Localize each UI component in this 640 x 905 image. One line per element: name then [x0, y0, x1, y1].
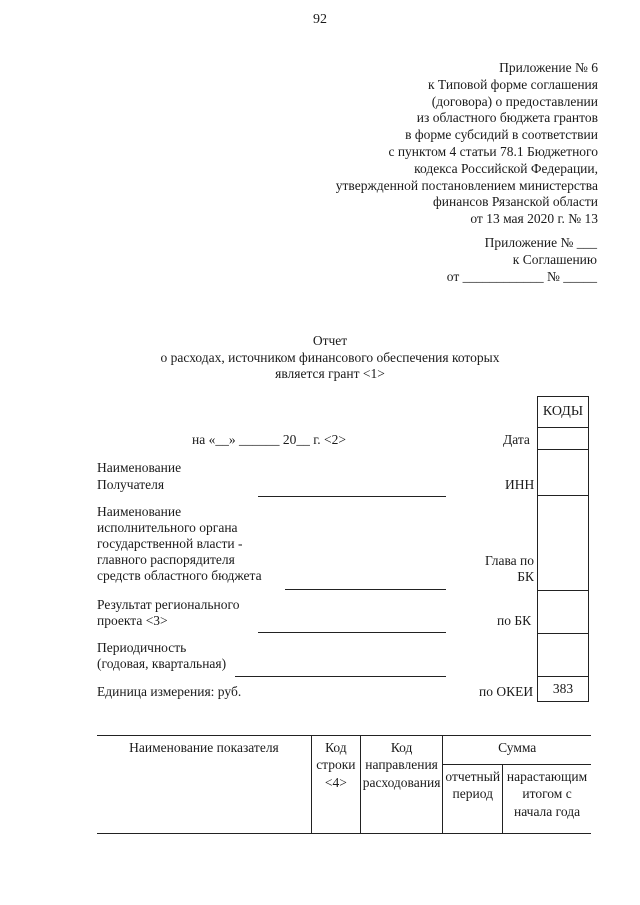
indicators-table: [97, 735, 591, 834]
agreement-line: от ____________ № _____: [446, 268, 597, 284]
inn-code-cell[interactable]: [537, 449, 589, 496]
agreement-line: Приложение № ___: [484, 235, 597, 250]
appendix-line: утвержденной постановлением министерства: [335, 177, 598, 193]
col-direction-code-header: Код направления расходования: [360, 736, 443, 834]
col-indicator-header: Наименование показателя: [97, 736, 311, 834]
agreement-header: [337, 235, 597, 285]
report-title: [130, 333, 530, 383]
executive-label: главного распорядителя: [97, 552, 235, 567]
appendix-line: из областного бюджета грантов: [416, 110, 598, 126]
report-title-line: о расходах, источником финансового обеспечения которых: [160, 349, 500, 365]
agreement-line: к Соглашению: [512, 251, 597, 267]
appendix-line: Приложение № 6: [499, 60, 598, 75]
report-title-line: является грант <1>: [275, 366, 385, 382]
executive-underline: [285, 589, 446, 590]
executive-label: Наименование: [97, 504, 182, 519]
result-label: проекта <3>: [97, 613, 168, 628]
periodicity-code-cell[interactable]: [537, 633, 589, 677]
recipient-underline: [258, 496, 446, 497]
recipient-label: Наименование: [97, 460, 182, 475]
result-label: Результат регионального: [97, 597, 240, 612]
appendix-line: в форме субсидий в соответствии: [405, 127, 598, 143]
okei-code-cell: 383: [537, 676, 589, 702]
page-number: 92: [313, 12, 327, 27]
executive-label: государственной власти -: [97, 536, 243, 551]
appendix-header: [278, 60, 598, 228]
col-period-header: отчетный период: [443, 765, 503, 834]
appendix-line: к Типовой форме соглашения: [428, 76, 598, 92]
appendix-line: с пунктом 4 статьи 78.1 Бюджетного: [388, 143, 598, 159]
col-row-code-header: Код строки <4>: [311, 736, 360, 834]
codes-column: [537, 396, 589, 704]
bk-code-cell[interactable]: [537, 590, 589, 634]
periodicity-underline: [235, 676, 446, 677]
col-cumulative-header: нарастающим итогом с начала года: [503, 765, 591, 834]
report-title-line: Отчет: [312, 333, 348, 348]
chapter-label: Глава по: [484, 553, 534, 568]
date-code-cell[interactable]: [537, 427, 589, 450]
executive-label: исполнительного органа: [97, 520, 238, 535]
periodicity-label: (годовая, квартальная): [97, 656, 227, 671]
periodicity-label: Периодичность: [97, 640, 187, 655]
bk-label: по БК: [497, 613, 532, 628]
appendix-line: финансов Рязанской области: [433, 194, 598, 210]
recipient-label: Получателя: [97, 477, 165, 492]
appendix-line: (договора) о предоставлении: [431, 93, 598, 109]
appendix-line: от 13 мая 2020 г. № 13: [470, 211, 598, 227]
chapter-code-cell[interactable]: [537, 495, 589, 591]
chapter-label: БК: [517, 569, 534, 584]
result-underline: [258, 632, 446, 633]
codes-header: КОДЫ: [537, 396, 589, 428]
date-label: Дата: [503, 432, 530, 447]
appendix-line: кодекса Российской Федерации,: [414, 160, 598, 176]
executive-label: средств областного бюджета: [97, 568, 262, 583]
col-sum-header: Сумма: [443, 736, 591, 765]
unit-label: Единица измерения: руб.: [97, 684, 242, 699]
report-date-line: на «__» ______ 20__ г. <2>: [192, 432, 346, 447]
okei-label: по ОКЕИ: [479, 684, 534, 699]
inn-label: ИНН: [505, 477, 535, 492]
